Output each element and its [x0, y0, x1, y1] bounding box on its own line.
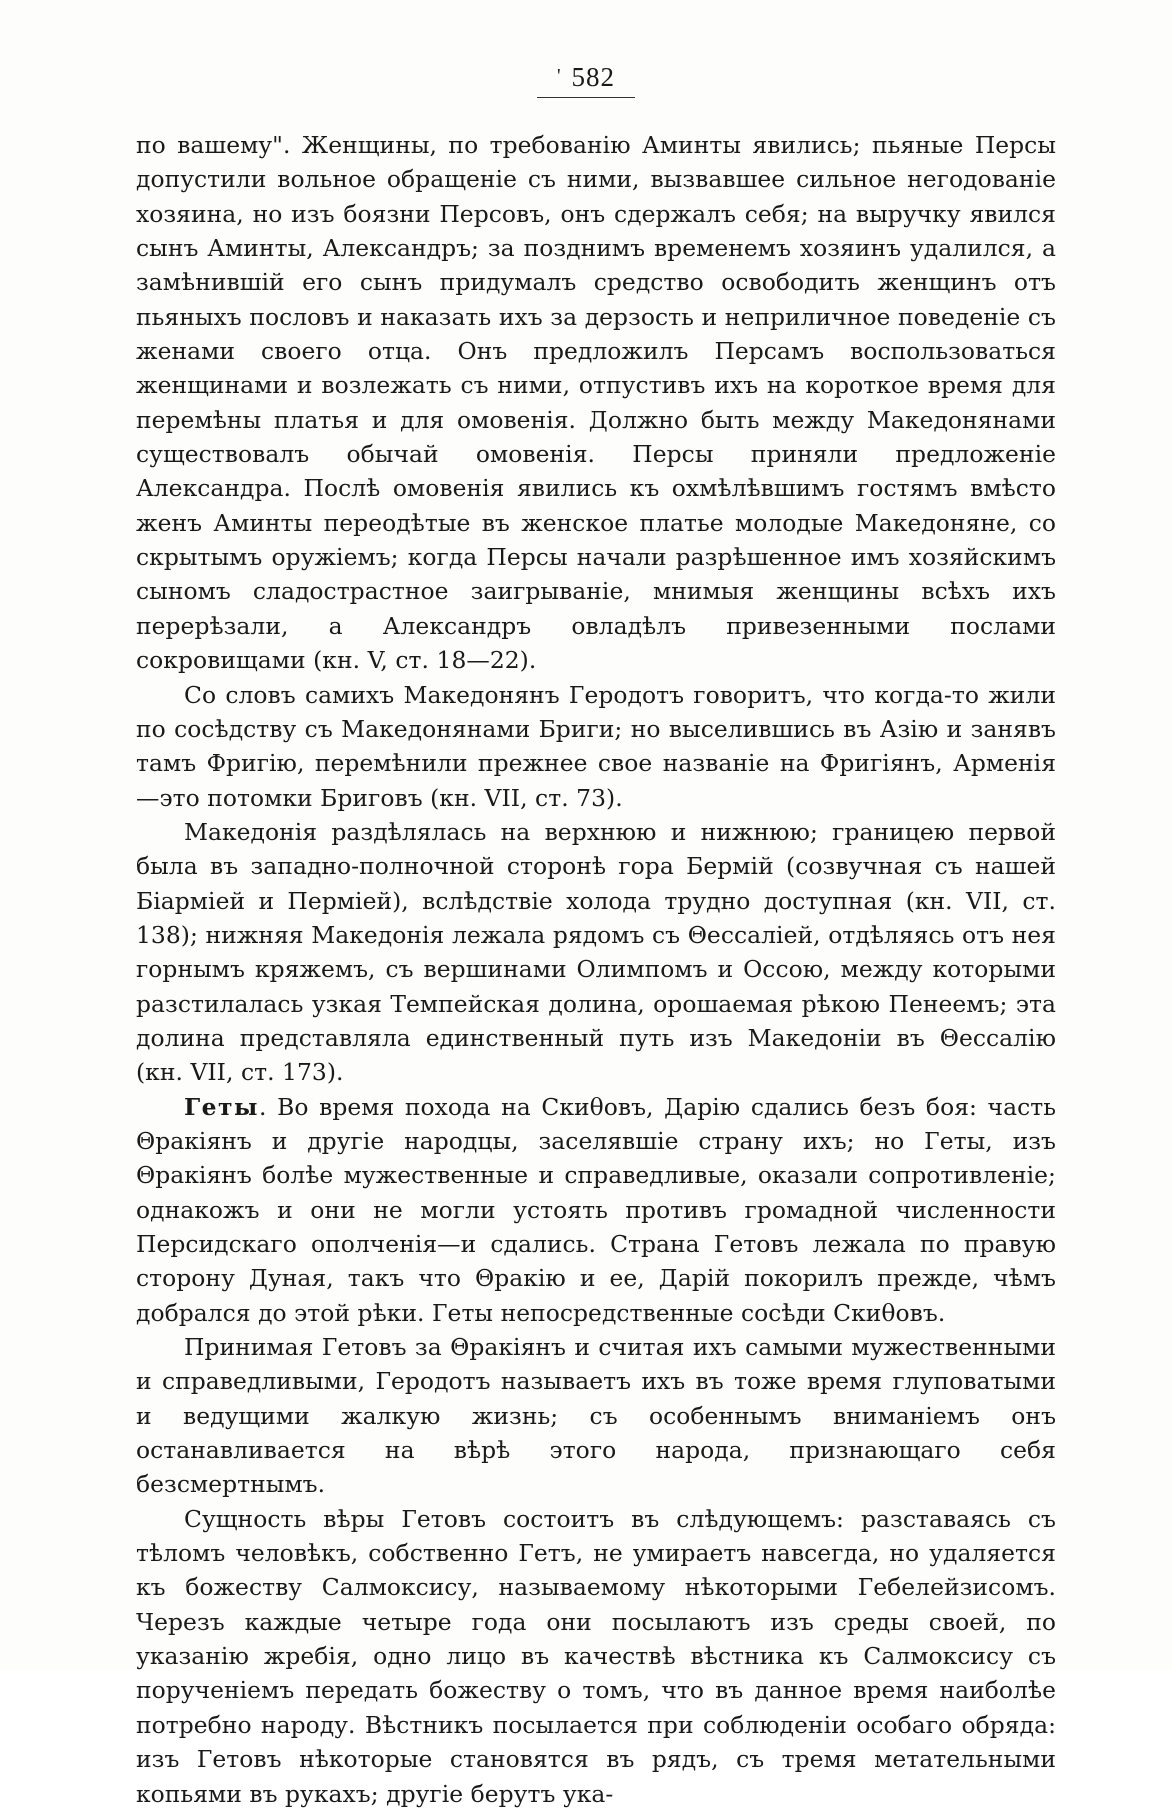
- paragraph-4-text: . Во время похода на Скиθовъ, Дарію сдались безъ боя: часть Θракіянъ и другіе народцы, заселявшіе страну ихъ; но Геты, изъ Θракіянъ болѣе мужественные и справедливые, оказали сопротивленіе; однакожъ и они не могли устоять противъ громадной численности Персидскаго ополченія—и сдались. Страна Гетовъ лежала по правую сторону Дуная, такъ что Θракію и ее, Дарій покорилъ прежде, чѣмъ добрался до этой рѣки. Геты непосредственные сосѣди Скиθовъ.: [136, 1092, 1056, 1327]
- text-body: [136, 128, 1056, 1811]
- paragraph-6: [136, 1502, 1056, 1811]
- section-lead-getae: Геты: [184, 1092, 259, 1121]
- paragraph-2-text: Со словъ самихъ Македонянъ Геродотъ говоритъ, что когда-то жили по сосѣдству съ Македонянами Бриги; но выселившись въ Азію и занявъ тамъ Фригію, перемѣнили прежнее свое названіе на Фригіянъ, Арменія—это потомки Бриговъ (кн. VII, ст. 73).: [136, 680, 1056, 812]
- page-number-value: 582: [571, 62, 616, 92]
- paragraph-1: [136, 128, 1056, 678]
- page-number-tick: ': [556, 65, 562, 87]
- paragraph-3: [136, 815, 1056, 1090]
- paragraph-5-text: Принимая Гетовъ за Θракіянъ и считая ихъ самыми мужественными и справедливыми, Геродотъ называетъ ихъ въ тоже время глуповатыми и ведущими жалкую жизнь; съ особеннымъ вниманіемъ онъ останавливается на вѣрѣ этого народа, признающаго себя безсмертнымъ.: [136, 1333, 1056, 1499]
- page-header: [0, 62, 1172, 98]
- paragraph-6-text: Сущность вѣры Гетовъ состоитъ въ слѣдующемъ: разставаясь съ тѣломъ человѣкъ, собственно Гетъ, не умираетъ навсегда, но удаляется къ божеству Салмоксису, называемому нѣкоторыми Гебелейзисомъ. Черезъ каждые четыре года они посылаютъ изъ среды своей, по указанію жребія, одно лицо въ качествѣ вѣстника къ Салмоксису съ порученіемъ передать божеству о томъ, что въ данное время наиболѣе потребно народу. Вѣстникъ посылается при соблюденіи особаго обряда: изъ Гетовъ нѣкоторые становятся въ рядъ, съ тремя метательными копьями въ рукахъ; другіе берутъ ука-: [136, 1504, 1056, 1808]
- paragraph-1-text: по вашему". Женщины, по требованію Аминты явились; пьяные Персы допустили вольное обращеніе съ ними, вызвавшее сильное негодованіе хозяина, но изъ боязни Персовъ, онъ сдержалъ себя; на выручку явился сынъ Аминты, Александръ; за позднимъ временемъ хозяинъ удалился, а замѣнившій его сынъ придумалъ средство освободить женщинъ отъ пьяныхъ пословъ и наказать ихъ за дерзость и неприличное поведеніе съ женами своего отца. Онъ предложилъ Персамъ воспользоваться женщинами и возлежать съ ними, отпустивъ ихъ на короткое время для перемѣны платья и для омовенія. Должно быть между Македонянами существовалъ обычай омовенія. Персы приняли предложеніе Александра. Послѣ омовенія явились къ охмѣлѣвшимъ гостямъ вмѣсто женъ Аминты переодѣтые въ женское платье молодые Македоняне, со скрытымъ оружіемъ; когда Персы начали разрѣшенное имъ хозяйскимъ сыномъ сладострастное заигрываніе, мнимыя женщины всѣхъ ихъ перерѣзали, а Александръ овладѣлъ привезенными послами сокровищами (кн. V, ст. 18—22).: [136, 131, 1056, 675]
- paragraph-4: [136, 1090, 1056, 1330]
- paragraph-2: [136, 678, 1056, 815]
- page-number: [537, 62, 635, 98]
- paragraph-3-text: Македонія раздѣлялась на верхнюю и нижнюю; границею первой была въ западно-полночной сторонѣ гора Бермій (созвучная съ нашей Біарміей и Перміей), вслѣдствіе холода трудно доступная (кн. VII, ст. 138); нижняя Македонія лежала рядомъ съ Θессаліей, отдѣляясь отъ нея горнымъ кряжемъ, съ вершинами Олимпомъ и Оссою, между которыми разстилалась узкая Темпейская долина, орошаемая рѣкою Пенеемъ; эта долина представляла единственный путь изъ Македоніи въ Θессалію (кн. VII, ст. 173).: [136, 817, 1056, 1087]
- paragraph-5: [136, 1330, 1056, 1502]
